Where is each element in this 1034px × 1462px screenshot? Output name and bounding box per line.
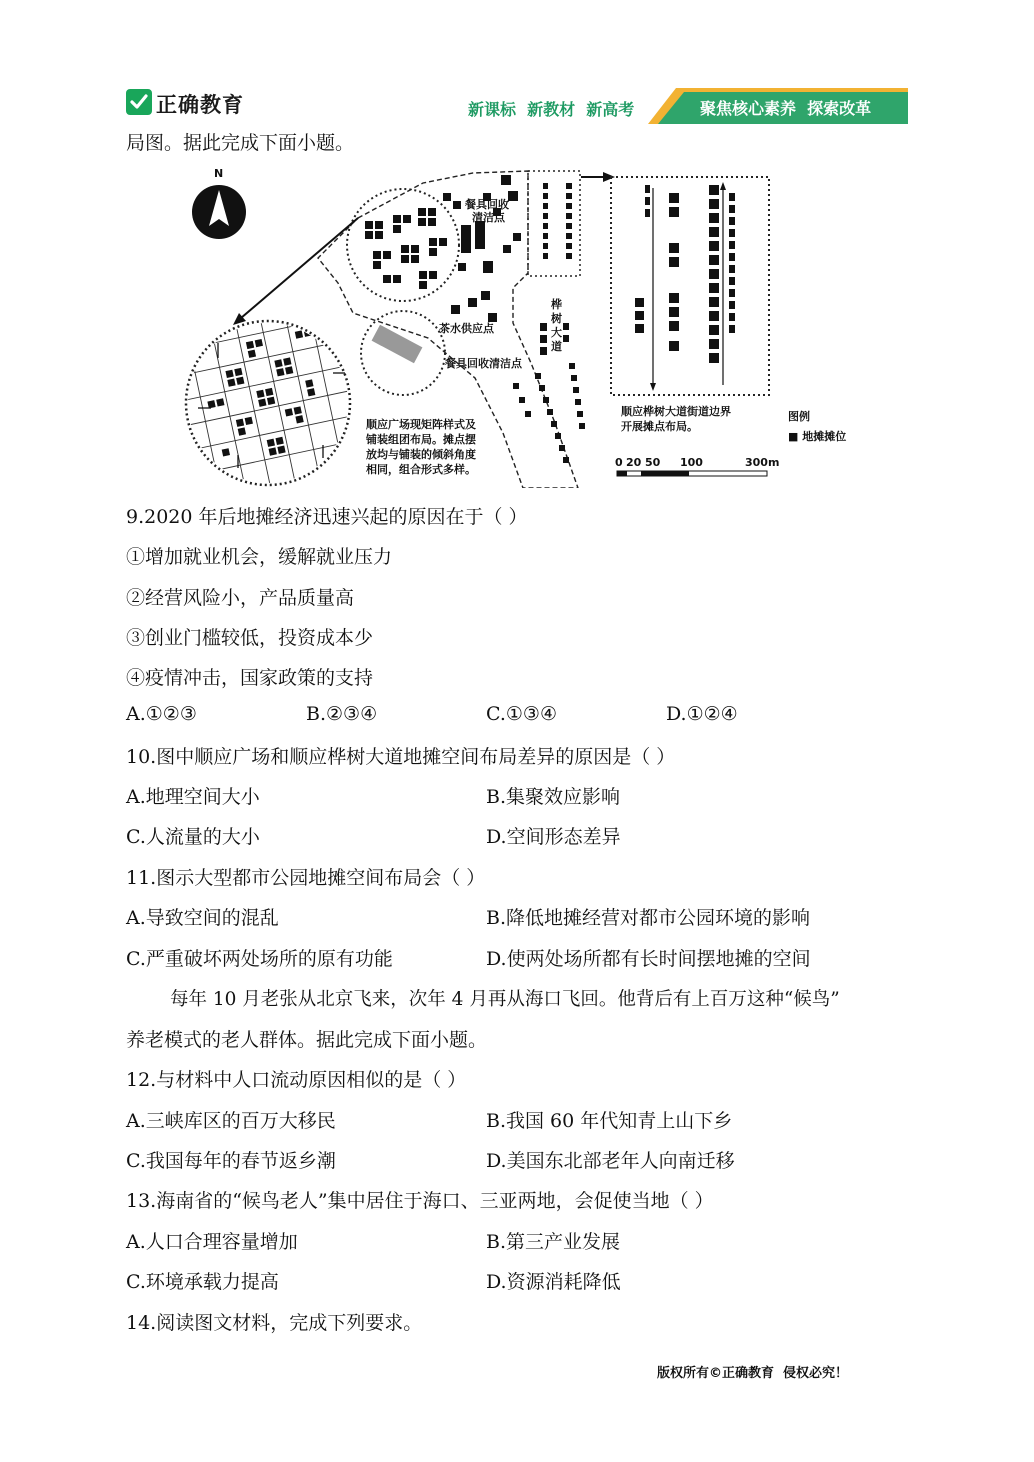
legend-title: 图例 xyxy=(788,410,810,423)
q11-stem: 11.图示大型都市公园地摊空间布局会（ ） xyxy=(126,867,486,889)
svg-text:20: 20 xyxy=(626,456,642,469)
q10-option-b: B.集聚效应影响 xyxy=(486,786,621,808)
note-square-1: 顺应广场现矩阵样式及 xyxy=(366,418,476,431)
q13-option-d: D.资源消耗降低 xyxy=(486,1271,621,1293)
q10-stem: 10.图中顺应广场和顺应桦树大道地摊空间布局差异的原因是（ ） xyxy=(126,746,676,768)
q12-option-a: A.三峡库区的百万大移民 xyxy=(126,1110,336,1132)
footer-copyright: 版权所有©正确教育 侵权必究！ xyxy=(657,1366,849,1381)
q9-item-4: ④疫情冲击，国家政策的支持 xyxy=(126,667,374,689)
svg-text:300m: 300m xyxy=(745,456,780,469)
note-square-3: 放均与铺装的倾斜角度 xyxy=(366,448,476,461)
svg-text:0: 0 xyxy=(615,456,623,469)
q13-stem: 13.海南省的“候鸟老人”集中居住于海口、三亚两地，会促使当地（ ） xyxy=(126,1190,714,1212)
q13-option-a: A.人口合理容量增加 xyxy=(126,1231,298,1253)
north-arrow-icon xyxy=(192,185,246,239)
q10-option-d: D.空间形态差异 xyxy=(486,826,621,848)
q14-stem: 14.阅读图文材料，完成下列要求。 xyxy=(126,1312,423,1334)
svg-text:100: 100 xyxy=(680,456,703,469)
label-collect-1a: 餐具回收 xyxy=(465,198,509,211)
q9-option-b: B.②③④ xyxy=(306,703,378,725)
label-tea: 茶水供应点 xyxy=(439,322,494,335)
q9-item-2: ②经营风险小，产品质量高 xyxy=(126,587,355,609)
note-avenue-2: 开展摊点布局。 xyxy=(621,420,698,433)
label-collect-1b: 清洁点 xyxy=(472,211,505,224)
svg-text:50: 50 xyxy=(645,456,661,469)
north-label: N xyxy=(214,167,224,180)
q9-option-d: D.①②④ xyxy=(666,703,738,725)
logo-check-icon xyxy=(126,89,152,115)
q9-item-3: ③创业门槛较低，投资成本少 xyxy=(126,627,374,649)
passage-line-2: 养老模式的老人群体。据此完成下面小题。 xyxy=(126,1029,488,1051)
note-square-4: 相同，组合形式多样。 xyxy=(366,463,476,476)
q9-stem: 9.2020 年后地摊经济迅速兴起的原因在于（ ） xyxy=(126,506,528,528)
label-avenue-1: 桦 xyxy=(551,298,562,311)
stall-layout-map xyxy=(183,163,856,488)
q9-option-a: A.①②③ xyxy=(126,703,197,725)
q13-option-c: C.环境承载力提高 xyxy=(126,1271,279,1293)
q9-item-1: ①增加就业机会，缓解就业压力 xyxy=(126,546,393,568)
note-avenue-1: 顺应桦树大道街道边界 xyxy=(621,405,731,418)
q11-option-c: C.严重破坏两处场所的原有功能 xyxy=(126,948,393,970)
legend-item: ■ 地摊摊位 xyxy=(788,430,847,443)
label-avenue-4: 道 xyxy=(551,340,562,353)
q10-option-a: A.地理空间大小 xyxy=(126,786,260,808)
note-square-2: 铺装组团布局。摊点摆 xyxy=(366,433,476,446)
header-slogan-right: 聚焦核心素养 探索改革 xyxy=(700,99,872,118)
q12-stem: 12.与材料中人口流动原因相似的是（ ） xyxy=(126,1069,467,1091)
header-slogan-left: 新课标 新教材 新高考 xyxy=(468,100,635,119)
q11-option-b: B.降低地摊经营对都市公园环境的影响 xyxy=(486,907,811,929)
q9-option-c: C.①③④ xyxy=(486,703,557,725)
q11-option-a: A.导致空间的混乱 xyxy=(126,907,279,929)
q11-option-d: D.使两处场所都有长时间摆地摊的空间 xyxy=(486,948,811,970)
label-collect-2: 餐具回收清洁点 xyxy=(445,357,522,370)
logo-text: 正确教育 xyxy=(156,93,244,117)
label-avenue-2: 树 xyxy=(551,312,562,325)
intro-tail: 局图。据此完成下面小题。 xyxy=(126,132,355,154)
q10-option-c: C.人流量的大小 xyxy=(126,826,260,848)
q12-option-b: B.我国 60 年代知青上山下乡 xyxy=(486,1110,733,1132)
q13-option-b: B.第三产业发展 xyxy=(486,1231,621,1253)
label-avenue-3: 大 xyxy=(551,326,562,339)
passage-line-1: 每年 10 月老张从北京飞来，次年 4 月再从海口飞回。他背后有上百万这种“候鸟” xyxy=(170,989,840,1010)
scale-bar xyxy=(615,456,779,476)
q12-option-c: C.我国每年的春节返乡潮 xyxy=(126,1150,336,1172)
q12-option-d: D.美国东北部老年人向南迁移 xyxy=(486,1150,735,1172)
